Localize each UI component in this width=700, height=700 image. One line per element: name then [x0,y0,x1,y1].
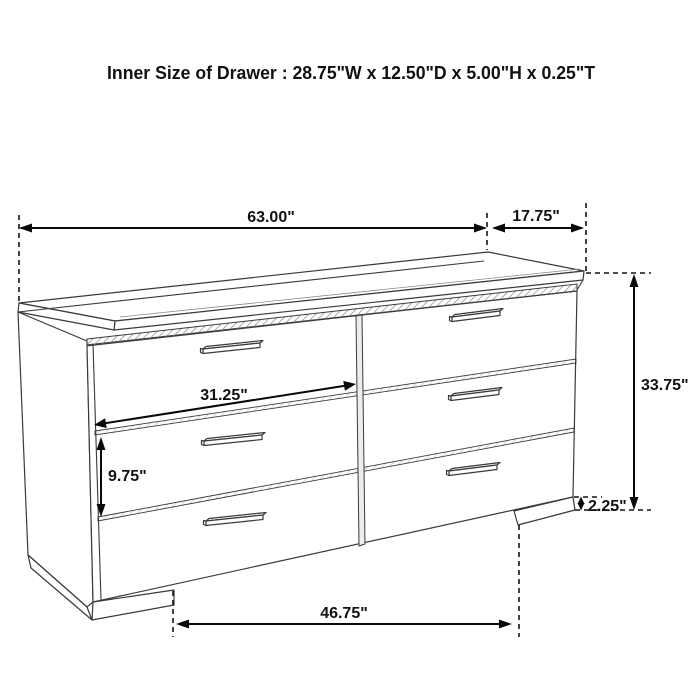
label-total-width: 63.00" [247,209,295,226]
label-drawer-width: 31.25" [200,387,248,404]
handle-top-left-cap [201,349,204,354]
dresser-drawing [18,252,584,620]
page-title: Inner Size of Drawer : 28.75"W x 12.50"D x 5.00"H x 0.25"T [107,63,596,83]
handle-mid-right-cap [449,396,452,401]
label-base-height: 2.25" [588,498,627,515]
handle-bottom-left-cap [204,521,207,526]
label-base-clear-span: 46.75" [320,605,368,622]
handle-mid-left-cap [202,441,205,446]
dimension-base-height [574,497,627,516]
top-right-corner-join [577,280,583,290]
handle-top-right-cap [450,317,453,322]
label-drawer-face-height: 9.75" [108,468,147,485]
label-total-height: 33.75" [641,377,689,394]
dimension-total-height [575,273,689,510]
handle-bottom-right-cap [447,471,450,476]
label-top-depth: 17.75" [512,208,560,225]
